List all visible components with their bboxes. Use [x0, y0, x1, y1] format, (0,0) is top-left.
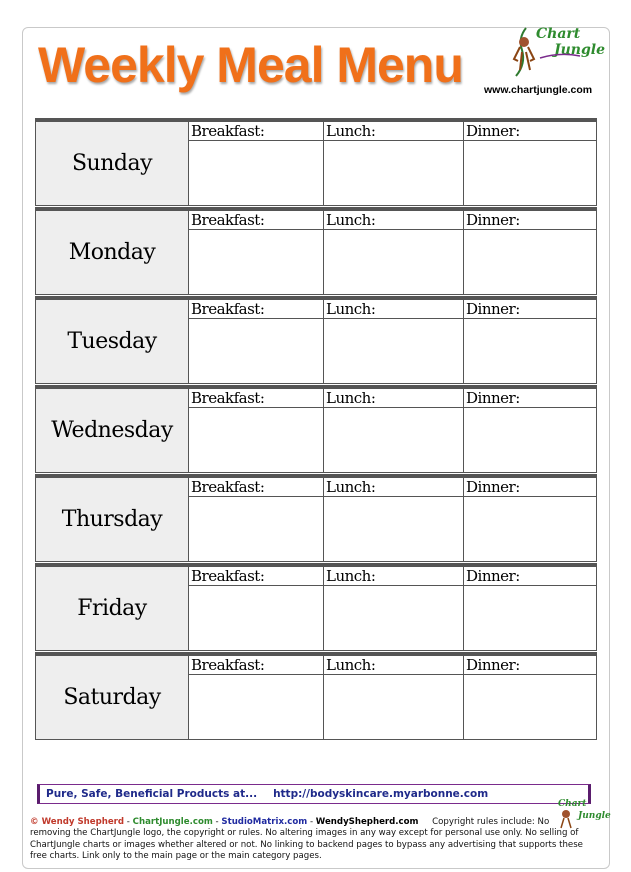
lunch-label: Lunch: — [324, 122, 463, 141]
lunch-label: Lunch: — [324, 567, 463, 586]
logo-url[interactable]: www.chartjungle.com — [484, 84, 593, 96]
day-name: Saturday — [36, 656, 189, 739]
svg-text:Jungle: Jungle — [578, 811, 611, 821]
promo-banner[interactable] — [37, 784, 591, 804]
day-row — [35, 210, 597, 295]
day-name: Sunday — [36, 122, 189, 205]
dinner-cell[interactable] — [464, 656, 596, 739]
meal-cells — [189, 389, 596, 472]
meal-cells — [189, 656, 596, 739]
day-name: Wednesday — [36, 389, 189, 472]
lunch-cell[interactable] — [324, 122, 464, 205]
breakfast-cell[interactable] — [189, 300, 324, 383]
wendyshepherd-link[interactable]: WendyShepherd.com — [315, 817, 419, 827]
breakfast-cell[interactable] — [189, 122, 324, 205]
breakfast-label: Breakfast: — [189, 300, 323, 319]
breakfast-label: Breakfast: — [189, 122, 323, 141]
dinner-label: Dinner: — [464, 478, 596, 497]
dinner-label: Dinner: — [464, 122, 596, 141]
lunch-cell[interactable] — [324, 389, 464, 472]
lunch-cell[interactable] — [324, 478, 464, 561]
breakfast-cell[interactable] — [189, 478, 324, 561]
dinner-cell[interactable] — [464, 211, 596, 294]
lunch-label: Lunch: — [324, 300, 463, 319]
day-name: Friday — [36, 567, 189, 650]
lunch-cell[interactable] — [324, 211, 464, 294]
day-row — [35, 299, 597, 384]
dinner-cell[interactable] — [464, 122, 596, 205]
dinner-cell[interactable] — [464, 300, 596, 383]
page-title: Weekly Meal Menu — [38, 37, 463, 93]
breakfast-label: Breakfast: — [189, 478, 323, 497]
breakfast-label: Breakfast: — [189, 656, 323, 675]
dinner-cell[interactable] — [464, 389, 596, 472]
day-row — [35, 121, 597, 206]
lunch-label: Lunch: — [324, 389, 463, 408]
breakfast-label: Breakfast: — [189, 567, 323, 586]
lunch-label: Lunch: — [324, 656, 463, 675]
separator: - — [212, 817, 222, 827]
dinner-label: Dinner: — [464, 211, 596, 230]
meal-grid — [35, 121, 597, 744]
dinner-cell[interactable] — [464, 478, 596, 561]
dinner-label: Dinner: — [464, 389, 596, 408]
lunch-label: Lunch: — [324, 211, 463, 230]
lunch-cell[interactable] — [324, 656, 464, 739]
meal-cells — [189, 122, 596, 205]
day-name: Tuesday — [36, 300, 189, 383]
meal-cells — [189, 300, 596, 383]
chartjungle-link[interactable]: ChartJungle.com — [132, 817, 213, 827]
copyright-rules: Copyright rules include: No removing the ChartJungle logo, the copyright or rules. No altering images in any way except for personal use only. No selling of ChartJungle charts or images whether altered or not. No linking to backend pages to bypass any advertising that supports these free charts. Link only to the main page or the main category pages. — [30, 817, 586, 861]
svg-text:Chart: Chart — [536, 26, 581, 42]
breakfast-cell[interactable] — [189, 656, 324, 739]
studiomatrix-link[interactable]: StudioMatrix.com — [221, 817, 308, 827]
dinner-cell[interactable] — [464, 567, 596, 650]
lunch-cell[interactable] — [324, 300, 464, 383]
day-row — [35, 566, 597, 651]
day-name: Thursday — [36, 478, 189, 561]
svg-text:Jungle: Jungle — [554, 42, 605, 58]
promo-text: Pure, Safe, Beneficial Products at... — [46, 788, 258, 800]
meal-cells — [189, 211, 596, 294]
svg-text:Chart: Chart — [558, 799, 587, 809]
copyright-footer — [30, 817, 592, 862]
dinner-label: Dinner: — [464, 300, 596, 319]
dinner-label: Dinner: — [464, 567, 596, 586]
breakfast-cell[interactable] — [189, 211, 324, 294]
day-name: Monday — [36, 211, 189, 294]
day-row — [35, 477, 597, 562]
chartjungle-logo[interactable] — [496, 20, 606, 82]
lunch-label: Lunch: — [324, 478, 463, 497]
meal-cells — [189, 567, 596, 650]
separator: - — [307, 817, 316, 827]
lunch-cell[interactable] — [324, 567, 464, 650]
breakfast-label: Breakfast: — [189, 211, 323, 230]
separator: - — [124, 817, 133, 827]
dinner-label: Dinner: — [464, 656, 596, 675]
promo-url[interactable]: http://bodyskincare.myarbonne.com — [273, 788, 489, 800]
breakfast-cell[interactable] — [189, 389, 324, 472]
breakfast-label: Breakfast: — [189, 389, 323, 408]
breakfast-cell[interactable] — [189, 567, 324, 650]
meal-cells — [189, 478, 596, 561]
copyright-owner: © Wendy Shepherd — [30, 817, 125, 827]
day-row — [35, 388, 597, 473]
day-row — [35, 655, 597, 740]
